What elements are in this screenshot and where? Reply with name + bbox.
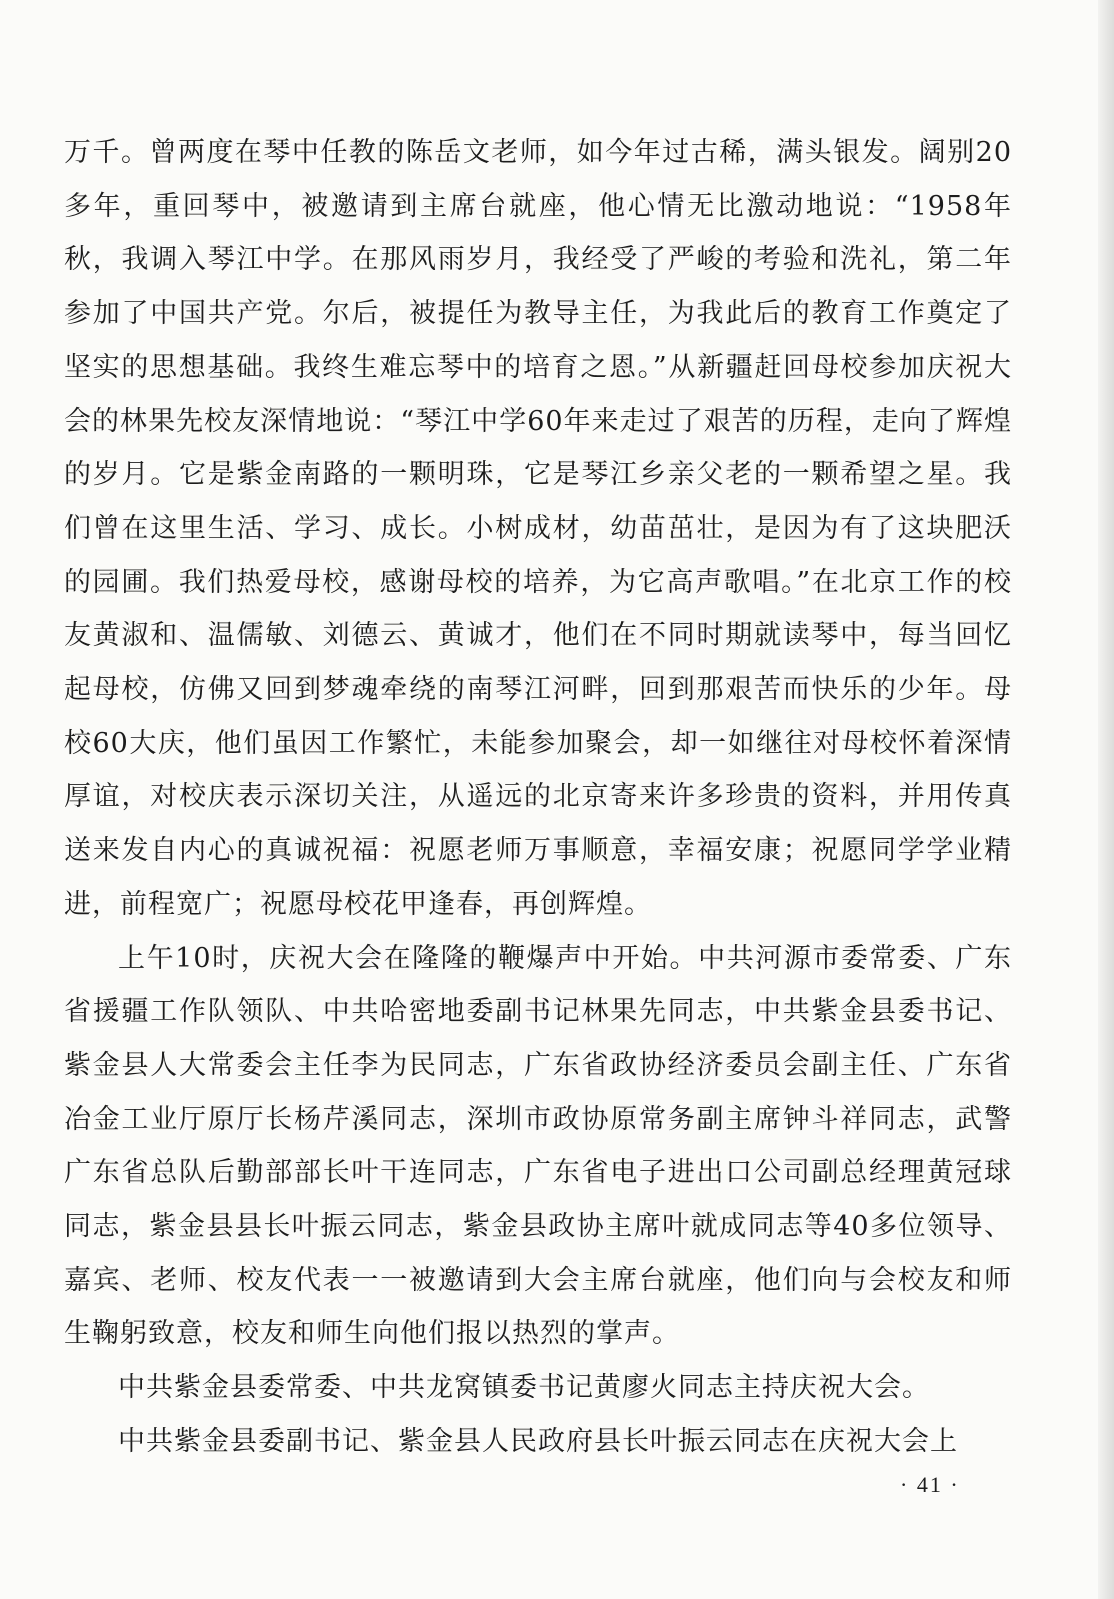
body-text <box>64 126 1012 1469</box>
paragraph-2: 上午10时，庆祝大会在隆隆的鞭爆声中开始。中共河源市委常委、广东省援疆工作队领队、中共哈密地委副书记林果先同志，中共紫金县委书记、紫金县人大常委会主任李为民同志，广东省政协经济委员会副主任、广东省冶金工业厅原厅长杨芹溪同志，深圳市政协原常务副主席钟斗祥同志，武警广东省总队后勤部部长叶干连同志，广东省电子进出口公司副总经理黄冠球同志，紫金县县长叶振云同志，紫金县政协主席叶就成同志等40多位领导、嘉宾、老师、校友代表一一被邀请到大会主席台就座，他们向与会校友和师生鞠躬致意，校友和师生向他们报以热烈的掌声。 <box>64 942 1012 1350</box>
paragraph-3: 中共紫金县委常委、中共龙窝镇委书记黄廖火同志主持庆祝大会。 <box>118 1372 930 1404</box>
paragraph-4: 中共紫金县委副书记、紫金县人民政府县长叶振云同志在庆祝大会上 <box>118 1425 958 1457</box>
page-number: · 41 · <box>900 1472 960 1497</box>
page-edge <box>1098 0 1114 1599</box>
paragraph-1: 万千。曾两度在琴中任教的陈岳文老师，如今年过古稀，满头银发。阔别20多年，重回琴中，被邀请到主席台就座，他心情无比激动地说：“1958年秋，我调入琴江中学。在那风雨岁月，我经受了严峻的考验和洗礼，第二年参加了中国共产党。尔后，被提任为教导主任，为我此后的教育工作奠定了坚实的思想基础。我终生难忘琴中的培育之恩。”从新疆赶回母校参加庆祝大会的林果先校友深情地说：“琴江中学60年来走过了艰苦的历程，走向了辉煌的岁月。它是紫金南路的一颗明珠，它是琴江乡亲父老的一颗希望之星。我们曾在这里生活、学习、成长。小树成材，幼苗茁壮，是因为有了这块肥沃的园圃。我们热爱母校，感谢母校的培养，为它高声歌唱。”在北京工作的校友黄淑和、温儒敏、刘德云、黄诚才，他们在不同时期就读琴中，每当回忆起母校，仿佛又回到梦魂牵绕的南琴江河畔，回到那艰苦而快乐的少年。母校60大庆，他们虽因工作繁忙，未能参加聚会，却一如继往对母校怀着深情厚谊，对校庆表示深切关注，从遥远的北京寄来许多珍贵的资料，并用传真送来发自内心的真诚祝福：祝愿老师万事顺意，幸福安康；祝愿同学学业精进，前程宽广；祝愿母校花甲逢春，再创辉煌。 <box>64 137 1012 920</box>
